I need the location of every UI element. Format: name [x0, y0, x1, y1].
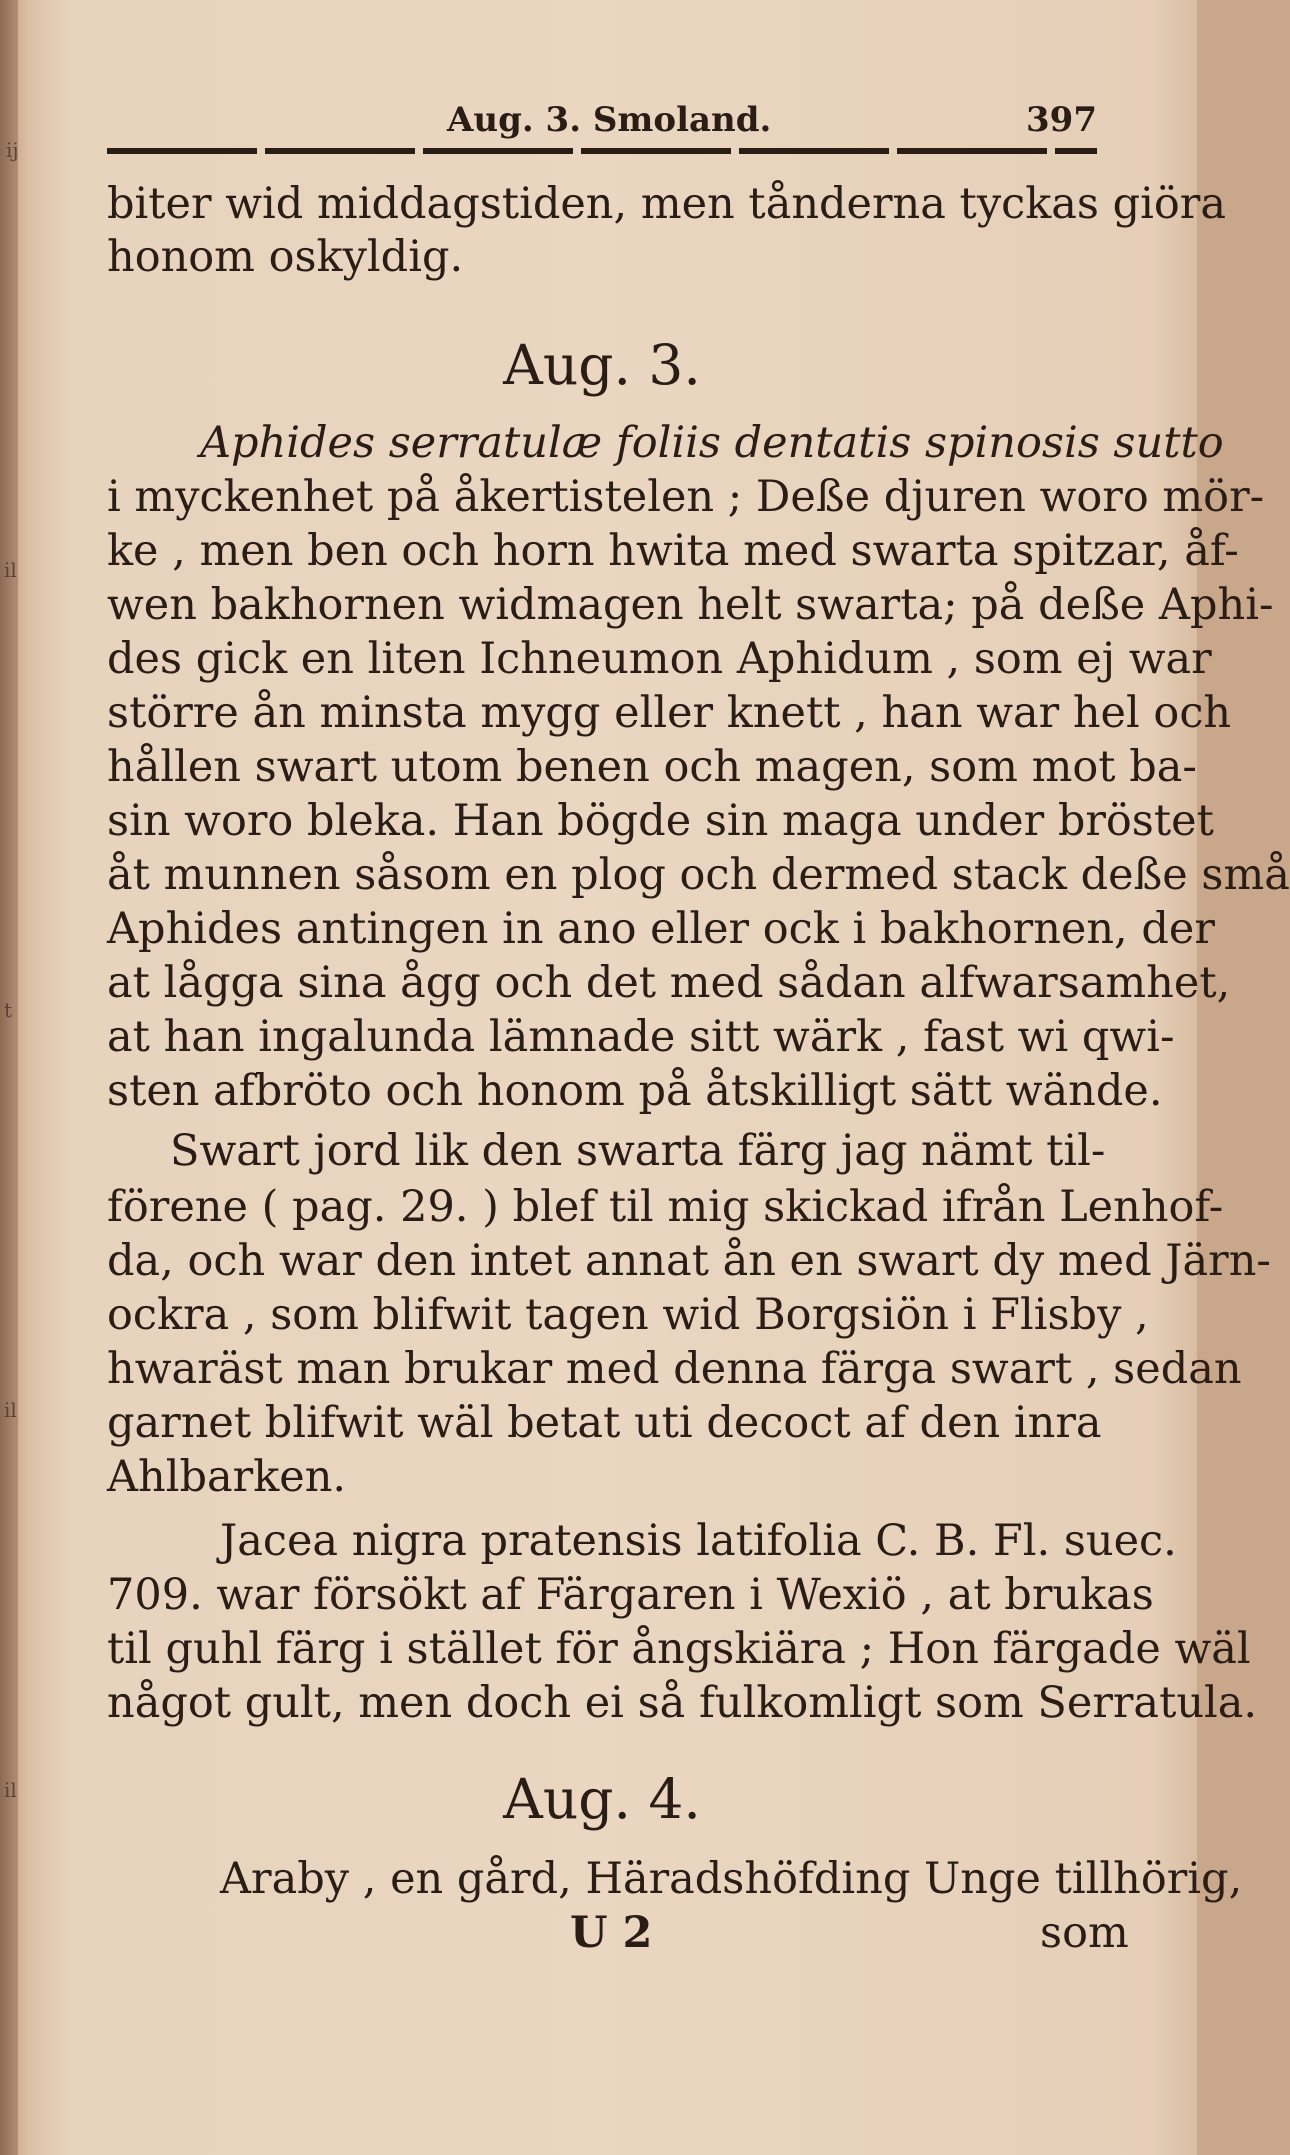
text-line: at lågga sina ågg och det med sådan alfwarsamhet,	[107, 958, 1231, 1008]
text-line: förene ( pag. 29. ) blef til mig skickad ifrån Lenhof-	[107, 1182, 1224, 1232]
header-rule	[107, 148, 1097, 154]
bleed-through-mark: ij	[6, 138, 19, 162]
text-line: i myckenhet på åkertistelen ; Deße djuren woro mör-	[107, 472, 1265, 522]
text-line: sten afbröto och honom på åtskilligt sätt wände.	[107, 1066, 1163, 1116]
text-line: til guhl färg i stället för ångskiära ; Hon färgade wäl	[107, 1624, 1251, 1674]
bleed-through-mark: il	[4, 1398, 17, 1422]
text-line: Araby , en gård, Häradshöfding Unge tillhörig,	[220, 1854, 1243, 1904]
binding-edge	[0, 0, 18, 2155]
text-line: ockra , som blifwit tagen wid Borgsiön i Flisby ,	[107, 1290, 1149, 1340]
catchword: som	[1040, 1908, 1129, 1958]
text-line: ke , men ben och horn hwita med swarta spitzar, åf-	[107, 526, 1239, 576]
page-number: 397	[1026, 100, 1097, 140]
text-line: sin woro bleka. Han bögde sin maga under bröstet	[107, 796, 1214, 846]
text-line: Swart jord lik den swarta färg jag nämt til-	[170, 1126, 1106, 1176]
text-line: något gult, men doch ei så fulkomligt som Serratula.	[107, 1678, 1258, 1728]
bleed-through-mark: il	[4, 1778, 17, 1802]
text-line: des gick en liten Ichneumon Aphidum , som ej war	[107, 634, 1212, 684]
text-line: större ån minsta mygg eller knett , han war hel och	[107, 688, 1232, 738]
text-line: Jacea nigra pratensis latifolia C. B. Fl. suec.	[220, 1516, 1177, 1566]
text-line: hwaräst man brukar med denna färga swart , sedan	[107, 1344, 1242, 1394]
bleed-through-mark: t	[4, 998, 13, 1022]
text-span: Aphides serratulæ foliis dentatis spinosis sutto	[200, 418, 1224, 468]
text-line: at han ingalunda lämnade sitt wärk , fast wi qwi-	[107, 1012, 1175, 1062]
text-line: hållen swart utom benen och magen, som mot ba-	[107, 742, 1197, 792]
bleed-through-mark: il	[4, 558, 17, 582]
text-line: garnet blifwit wäl betat uti decoct af den inra	[107, 1398, 1102, 1448]
text-line: 709. war försökt af Färgaren i Wexiö , at brukas	[107, 1570, 1154, 1620]
signature-mark: U 2	[570, 1908, 653, 1958]
running-header	[107, 100, 1097, 140]
text-line: åt munnen såsom en plog och dermed stack deße små	[107, 850, 1290, 900]
text-line: Ahlbarken.	[107, 1452, 347, 1502]
running-title: Aug. 3. Smoland.	[447, 100, 772, 140]
section-heading: Aug. 3.	[503, 333, 701, 397]
text-line: wen bakhornen widmagen helt swarta; på deße Aphi-	[107, 580, 1274, 630]
section-heading: Aug. 4.	[503, 1767, 701, 1831]
text-line: honom oskyldig.	[107, 232, 464, 282]
text-line: biter wid middagstiden, men tånderna tyckas giöra	[107, 179, 1226, 229]
text-line: da, och war den intet annat ån en swart dy med Järn-	[107, 1236, 1271, 1286]
text-line	[200, 418, 1224, 468]
text-line: Aphides antingen in ano eller ock i bakhornen, der	[107, 904, 1215, 954]
